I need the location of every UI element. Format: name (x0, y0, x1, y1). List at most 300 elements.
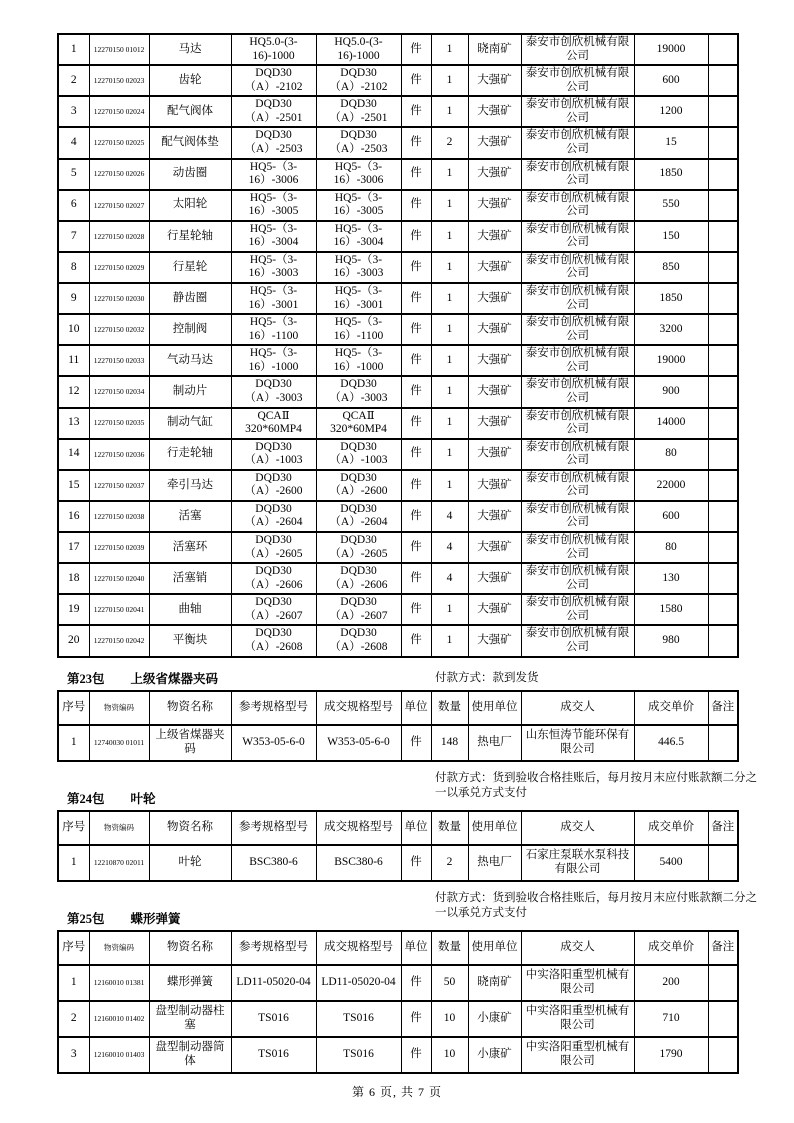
cell-unit: 件 (401, 159, 431, 190)
table-row (58, 725, 738, 761)
cell-material-code: 12270150 02030 (89, 283, 149, 314)
payment-terms: 付款方式：货到验收合格挂账后，每月按月末应付账款额二分之一以承兑方式支付 (435, 771, 757, 799)
cell-remark (708, 252, 738, 283)
cell-remark (708, 532, 738, 563)
cell-material-code: 12270150 02038 (89, 501, 149, 532)
cell-qty: 1 (431, 345, 468, 376)
cell-material-name: 制动气缸 (149, 408, 231, 439)
cell-user-unit: 晓南矿 (468, 34, 521, 65)
col-header-deal-spec: 成交规格型号 (316, 691, 401, 725)
cell-material-name: 制动片 (149, 376, 231, 407)
cell-material-name: 上级省煤器夹码 (149, 725, 231, 761)
cell-user-unit: 大强矿 (468, 345, 521, 376)
payment-terms: 付款方式：货到验收合格挂账后，每月按月末应付账款额二分之一以承兑方式支付 (435, 891, 757, 919)
cell-unit-price: 600 (634, 65, 708, 96)
col-header-unit-price: 成交单价 (634, 811, 708, 845)
cell-unit: 件 (401, 34, 431, 65)
cell-unit-price: 1850 (634, 159, 708, 190)
cell-deal-spec: DQD30（A）-1003 (316, 439, 401, 470)
cell-user-unit: 大强矿 (468, 532, 521, 563)
cell-ref-spec: DQD30（A）-2600 (231, 470, 316, 501)
cell-ref-spec: W353-05-6-0 (231, 725, 316, 761)
cell-ref-spec: TS016 (231, 1001, 316, 1037)
cell-seq: 1 (58, 965, 89, 1001)
cell-ref-spec: DQD30（A）-2503 (231, 127, 316, 158)
cell-unit-price: 600 (634, 501, 708, 532)
cell-material-name: 控制阀 (149, 314, 231, 345)
table-row (58, 501, 738, 532)
col-header-ref-spec: 参考规格型号 (231, 691, 316, 725)
cell-material-name: 活塞销 (149, 563, 231, 594)
cell-deal-spec: DQD30（A）-2501 (316, 96, 401, 127)
cell-vendor: 泰安市创欣机械有限公司 (521, 96, 634, 127)
cell-remark (708, 1037, 738, 1073)
table-row (58, 159, 738, 190)
table-row (58, 470, 738, 501)
cell-unit: 件 (401, 221, 431, 252)
cell-ref-spec: HQ5-（3-16）-1100 (231, 314, 316, 345)
cell-remark (708, 625, 738, 656)
cell-unit: 件 (401, 501, 431, 532)
cell-seq: 9 (58, 283, 89, 314)
cell-qty: 1 (431, 408, 468, 439)
cell-material-code: 12160010 01402 (89, 1001, 149, 1037)
cell-user-unit: 大强矿 (468, 221, 521, 252)
col-header-ref-spec: 参考规格型号 (231, 811, 316, 845)
cell-material-code: 12160010 01403 (89, 1037, 149, 1073)
cell-deal-spec: HQ5-（3-16）-3004 (316, 221, 401, 252)
cell-material-code: 12270150 02026 (89, 159, 149, 190)
cell-material-name: 行星轮轴 (149, 221, 231, 252)
page-footer: 第 6 页, 共 7 页 (351, 1084, 442, 1099)
cell-deal-spec: QCAⅡ 320*60MP4 (316, 408, 401, 439)
package-number: 第23包 (67, 671, 105, 686)
cell-vendor: 泰安市创欣机械有限公司 (521, 252, 634, 283)
col-header-seq: 序号 (58, 691, 89, 725)
cell-material-name: 叶轮 (149, 845, 231, 881)
cell-remark (708, 725, 738, 761)
cell-user-unit: 热电厂 (468, 725, 521, 761)
cell-deal-spec: W353-05-6-0 (316, 725, 401, 761)
cell-material-name: 平衡块 (149, 625, 231, 656)
cell-unit: 件 (401, 532, 431, 563)
cell-remark (708, 96, 738, 127)
cell-remark (708, 845, 738, 881)
cell-material-code: 12270150 01012 (89, 34, 149, 65)
cell-material-name: 行星轮 (149, 252, 231, 283)
col-header-vendor: 成交人 (521, 931, 634, 965)
cell-deal-spec: DQD30（A）-2608 (316, 625, 401, 656)
cell-material-name: 齿轮 (149, 65, 231, 96)
col-header-user-unit: 使用单位 (468, 811, 521, 845)
cell-unit: 件 (401, 283, 431, 314)
cell-deal-spec: DQD30（A）-2605 (316, 532, 401, 563)
cell-qty: 10 (431, 1001, 468, 1037)
cell-material-name: 活塞 (149, 501, 231, 532)
table-row (58, 1037, 738, 1073)
cell-user-unit: 大强矿 (468, 283, 521, 314)
cell-material-code: 12270150 02024 (89, 96, 149, 127)
cell-material-code: 12270150 02039 (89, 532, 149, 563)
table-row (58, 283, 738, 314)
cell-remark (708, 563, 738, 594)
cell-unit: 件 (401, 965, 431, 1001)
cell-unit-price: 15 (634, 127, 708, 158)
cell-unit-price: 200 (634, 965, 708, 1001)
cell-seq: 18 (58, 563, 89, 594)
cell-vendor: 泰安市创欣机械有限公司 (521, 501, 634, 532)
col-header-remark: 备注 (708, 811, 738, 845)
package-name: 叶轮 (130, 791, 156, 806)
cell-qty: 1 (431, 190, 468, 221)
cell-qty: 1 (431, 159, 468, 190)
cell-qty: 1 (431, 34, 468, 65)
cell-user-unit: 大强矿 (468, 127, 521, 158)
cell-vendor: 中实洛阳重型机械有限公司 (521, 1037, 634, 1073)
cell-ref-spec: DQD30（A）-2605 (231, 532, 316, 563)
cell-ref-spec: HQ5-（3-16）-3001 (231, 283, 316, 314)
cell-deal-spec: DQD30（A）-2607 (316, 594, 401, 625)
cell-unit: 件 (401, 594, 431, 625)
col-header-material-name: 物资名称 (149, 691, 231, 725)
table-row (58, 965, 738, 1001)
cell-seq: 3 (58, 1037, 89, 1073)
cell-qty: 148 (431, 725, 468, 761)
cell-vendor: 泰安市创欣机械有限公司 (521, 594, 634, 625)
column-header-row (58, 811, 738, 845)
cell-ref-spec: DQD30（A）-2501 (231, 96, 316, 127)
cell-material-code: 12270150 02029 (89, 252, 149, 283)
cell-ref-spec: LD11-05020-04 (231, 965, 316, 1001)
cell-deal-spec: HQ5-（3-16）-1000 (316, 345, 401, 376)
cell-vendor: 泰安市创欣机械有限公司 (521, 563, 634, 594)
col-header-vendor: 成交人 (521, 691, 634, 725)
col-header-material-name: 物资名称 (149, 811, 231, 845)
cell-unit: 件 (401, 252, 431, 283)
cell-remark (708, 965, 738, 1001)
cell-unit-price: 3200 (634, 314, 708, 345)
col-header-unit-price: 成交单价 (634, 691, 708, 725)
cell-unit-price: 900 (634, 376, 708, 407)
cell-seq: 1 (58, 725, 89, 761)
col-header-seq: 序号 (58, 931, 89, 965)
cell-unit: 件 (401, 625, 431, 656)
cell-seq: 20 (58, 625, 89, 656)
table-row (58, 845, 738, 881)
cell-deal-spec: HQ5-（3-16）-3005 (316, 190, 401, 221)
table-row (58, 127, 738, 158)
cell-material-code: 12270150 02023 (89, 65, 149, 96)
col-header-deal-spec: 成交规格型号 (316, 811, 401, 845)
cell-material-name: 配气阀体垫 (149, 127, 231, 158)
section-title (67, 909, 181, 927)
cell-seq: 8 (58, 252, 89, 283)
cell-material-code: 12270150 02032 (89, 314, 149, 345)
cell-seq: 6 (58, 190, 89, 221)
cell-seq: 10 (58, 314, 89, 345)
cell-unit-price: 550 (634, 190, 708, 221)
col-header-material-code: 物资编码 (89, 811, 149, 845)
col-header-user-unit: 使用单位 (468, 691, 521, 725)
cell-seq: 12 (58, 376, 89, 407)
cell-deal-spec: DQD30（A）-2102 (316, 65, 401, 96)
cell-remark (708, 283, 738, 314)
cell-qty: 1 (431, 252, 468, 283)
cell-unit-price: 1200 (634, 96, 708, 127)
section-header-pkg23 (57, 671, 737, 688)
cell-material-code: 12270150 02028 (89, 221, 149, 252)
cell-user-unit: 大强矿 (468, 470, 521, 501)
cell-unit: 件 (401, 563, 431, 594)
cell-user-unit: 大强矿 (468, 594, 521, 625)
cell-ref-spec: DQD30（A）-1003 (231, 439, 316, 470)
table-row (58, 532, 738, 563)
cell-user-unit: 大强矿 (468, 408, 521, 439)
cell-material-code: 12210870 02011 (89, 845, 149, 881)
cell-qty: 2 (431, 127, 468, 158)
cell-vendor: 中实洛阳重型机械有限公司 (521, 965, 634, 1001)
cell-unit-price: 22000 (634, 470, 708, 501)
col-header-unit-price: 成交单价 (634, 931, 708, 965)
cell-seq: 16 (58, 501, 89, 532)
cell-material-code: 12270150 02025 (89, 127, 149, 158)
column-header-row (58, 691, 738, 725)
table-row (58, 1001, 738, 1037)
cell-material-code: 12160010 01381 (89, 965, 149, 1001)
cell-unit: 件 (401, 1001, 431, 1037)
cell-material-name: 太阳轮 (149, 190, 231, 221)
cell-vendor: 山东恒涛节能环保有限公司 (521, 725, 634, 761)
cell-unit: 件 (401, 408, 431, 439)
cell-unit: 件 (401, 345, 431, 376)
cell-vendor: 泰安市创欣机械有限公司 (521, 221, 634, 252)
cell-material-name: 活塞环 (149, 532, 231, 563)
cell-material-code: 12270150 02027 (89, 190, 149, 221)
col-header-seq: 序号 (58, 811, 89, 845)
cell-user-unit: 大强矿 (468, 625, 521, 656)
cell-ref-spec: HQ5.0-(3-16)-1000 (231, 34, 316, 65)
cell-remark (708, 65, 738, 96)
cell-unit-price: 5400 (634, 845, 708, 881)
cell-material-code: 12270150 02034 (89, 376, 149, 407)
cell-unit-price: 150 (634, 221, 708, 252)
cell-user-unit: 大强矿 (468, 65, 521, 96)
continuation-results-table (57, 33, 739, 658)
col-header-qty: 数量 (431, 931, 468, 965)
cell-seq: 5 (58, 159, 89, 190)
cell-ref-spec: DQD30（A）-2608 (231, 625, 316, 656)
cell-user-unit: 大强矿 (468, 376, 521, 407)
section-title (67, 669, 218, 687)
cell-remark (708, 221, 738, 252)
cell-remark (708, 127, 738, 158)
cell-unit-price: 19000 (634, 345, 708, 376)
cell-seq: 15 (58, 470, 89, 501)
cell-qty: 1 (431, 65, 468, 96)
cell-seq: 13 (58, 408, 89, 439)
cell-deal-spec: HQ5-（3-16）-3006 (316, 159, 401, 190)
table-row (58, 314, 738, 345)
cell-user-unit: 小康矿 (468, 1037, 521, 1073)
cell-qty: 1 (431, 96, 468, 127)
cell-material-name: 行走轮轴 (149, 439, 231, 470)
cell-qty: 1 (431, 314, 468, 345)
cell-unit: 件 (401, 725, 431, 761)
cell-material-name: 气动马达 (149, 345, 231, 376)
table-row (58, 65, 738, 96)
cell-qty: 1 (431, 625, 468, 656)
package-name: 上级省煤器夹码 (130, 671, 219, 686)
cell-unit: 件 (401, 470, 431, 501)
cell-qty: 4 (431, 501, 468, 532)
cell-vendor: 泰安市创欣机械有限公司 (521, 127, 634, 158)
cell-material-name: 蝶形弹簧 (149, 965, 231, 1001)
cell-ref-spec: HQ5-（3-16）-3003 (231, 252, 316, 283)
col-header-material-name: 物资名称 (149, 931, 231, 965)
cell-vendor: 泰安市创欣机械有限公司 (521, 314, 634, 345)
cell-deal-spec: DQD30（A）-3003 (316, 376, 401, 407)
cell-vendor: 中实洛阳重型机械有限公司 (521, 1001, 634, 1037)
cell-unit: 件 (401, 65, 431, 96)
cell-unit: 件 (401, 1037, 431, 1073)
cell-vendor: 石家庄泵联水泵科技有限公司 (521, 845, 634, 881)
col-header-vendor: 成交人 (521, 811, 634, 845)
package-number: 第25包 (67, 911, 105, 926)
cell-unit: 件 (401, 439, 431, 470)
cell-qty: 1 (431, 594, 468, 625)
cell-remark (708, 470, 738, 501)
cell-ref-spec: HQ5-（3-16）-1000 (231, 345, 316, 376)
cell-unit-price: 1790 (634, 1037, 708, 1073)
cell-user-unit: 小康矿 (468, 1001, 521, 1037)
cell-user-unit: 大强矿 (468, 96, 521, 127)
cell-remark (708, 314, 738, 345)
table-row (58, 221, 738, 252)
cell-vendor: 泰安市创欣机械有限公司 (521, 283, 634, 314)
cell-vendor: 泰安市创欣机械有限公司 (521, 34, 634, 65)
cell-material-name: 静齿圈 (149, 283, 231, 314)
cell-remark (708, 345, 738, 376)
cell-unit-price: 1850 (634, 283, 708, 314)
cell-material-name: 牵引马达 (149, 470, 231, 501)
cell-material-code: 12270150 02042 (89, 625, 149, 656)
cell-deal-spec: DQD30（A）-2600 (316, 470, 401, 501)
pkg24-results-table (57, 810, 739, 882)
cell-seq: 2 (58, 1001, 89, 1037)
cell-qty: 1 (431, 439, 468, 470)
cell-unit: 件 (401, 96, 431, 127)
cell-remark (708, 376, 738, 407)
cell-unit-price: 80 (634, 532, 708, 563)
cell-user-unit: 大强矿 (468, 501, 521, 532)
cell-material-code: 12270150 02037 (89, 470, 149, 501)
col-header-user-unit: 使用单位 (468, 931, 521, 965)
cell-material-name: 动齿圈 (149, 159, 231, 190)
cell-user-unit: 大强矿 (468, 439, 521, 470)
table-row (58, 96, 738, 127)
cell-seq: 3 (58, 96, 89, 127)
col-header-deal-spec: 成交规格型号 (316, 931, 401, 965)
cell-user-unit: 晓南矿 (468, 965, 521, 1001)
cell-deal-spec: HQ5-（3-16）-1100 (316, 314, 401, 345)
table-row (58, 190, 738, 221)
cell-unit-price: 80 (634, 439, 708, 470)
table-row (58, 625, 738, 656)
cell-material-code: 12270150 02036 (89, 439, 149, 470)
cell-ref-spec: DQD30（A）-2607 (231, 594, 316, 625)
package-name: 蝶形弹簧 (130, 911, 181, 926)
cell-ref-spec: HQ5-（3-16）-3005 (231, 190, 316, 221)
table-row (58, 563, 738, 594)
cell-ref-spec: TS016 (231, 1037, 316, 1073)
cell-material-code: 12270150 02041 (89, 594, 149, 625)
cell-user-unit: 大强矿 (468, 252, 521, 283)
cell-remark (708, 594, 738, 625)
cell-unit-price: 130 (634, 563, 708, 594)
col-header-unit: 单位 (401, 691, 431, 725)
cell-ref-spec: DQD30（A）-2102 (231, 65, 316, 96)
cell-ref-spec: DQD30（A）-2604 (231, 501, 316, 532)
col-header-qty: 数量 (431, 811, 468, 845)
col-header-qty: 数量 (431, 691, 468, 725)
cell-ref-spec: BSC380-6 (231, 845, 316, 881)
pkg23-results-table (57, 690, 739, 762)
col-header-unit: 单位 (401, 931, 431, 965)
cell-material-name: 马达 (149, 34, 231, 65)
cell-remark (708, 34, 738, 65)
cell-remark (708, 408, 738, 439)
cell-seq: 19 (58, 594, 89, 625)
cell-unit-price: 850 (634, 252, 708, 283)
table-row (58, 594, 738, 625)
cell-vendor: 泰安市创欣机械有限公司 (521, 625, 634, 656)
cell-seq: 1 (58, 845, 89, 881)
cell-material-name: 曲轴 (149, 594, 231, 625)
package-number: 第24包 (67, 791, 105, 806)
table-row (58, 252, 738, 283)
cell-seq: 11 (58, 345, 89, 376)
cell-remark (708, 159, 738, 190)
cell-material-name: 盘型制动器筒体 (149, 1037, 231, 1073)
cell-remark (708, 439, 738, 470)
cell-deal-spec: HQ5-（3-16）-3003 (316, 252, 401, 283)
cell-qty: 1 (431, 470, 468, 501)
cell-vendor: 泰安市创欣机械有限公司 (521, 408, 634, 439)
table-row (58, 345, 738, 376)
cell-unit-price: 19000 (634, 34, 708, 65)
cell-unit: 件 (401, 376, 431, 407)
cell-unit-price: 980 (634, 625, 708, 656)
col-header-material-code: 物资编码 (89, 691, 149, 725)
cell-unit: 件 (401, 190, 431, 221)
cell-unit: 件 (401, 127, 431, 158)
cell-deal-spec: LD11-05020-04 (316, 965, 401, 1001)
cell-remark (708, 501, 738, 532)
payment-terms: 付款方式：款到发货 (435, 671, 539, 684)
table-row (58, 439, 738, 470)
cell-seq: 17 (58, 532, 89, 563)
cell-deal-spec: DQD30（A）-2606 (316, 563, 401, 594)
cell-vendor: 泰安市创欣机械有限公司 (521, 345, 634, 376)
cell-deal-spec: DQD30（A）-2604 (316, 501, 401, 532)
cell-qty: 1 (431, 283, 468, 314)
cell-ref-spec: QCAⅡ 320*60MP4 (231, 408, 316, 439)
cell-ref-spec: DQD30（A）-3003 (231, 376, 316, 407)
cell-deal-spec: TS016 (316, 1001, 401, 1037)
cell-material-code: 12270150 02033 (89, 345, 149, 376)
cell-deal-spec: HQ5.0-(3-16)-1000 (316, 34, 401, 65)
cell-unit-price: 710 (634, 1001, 708, 1037)
